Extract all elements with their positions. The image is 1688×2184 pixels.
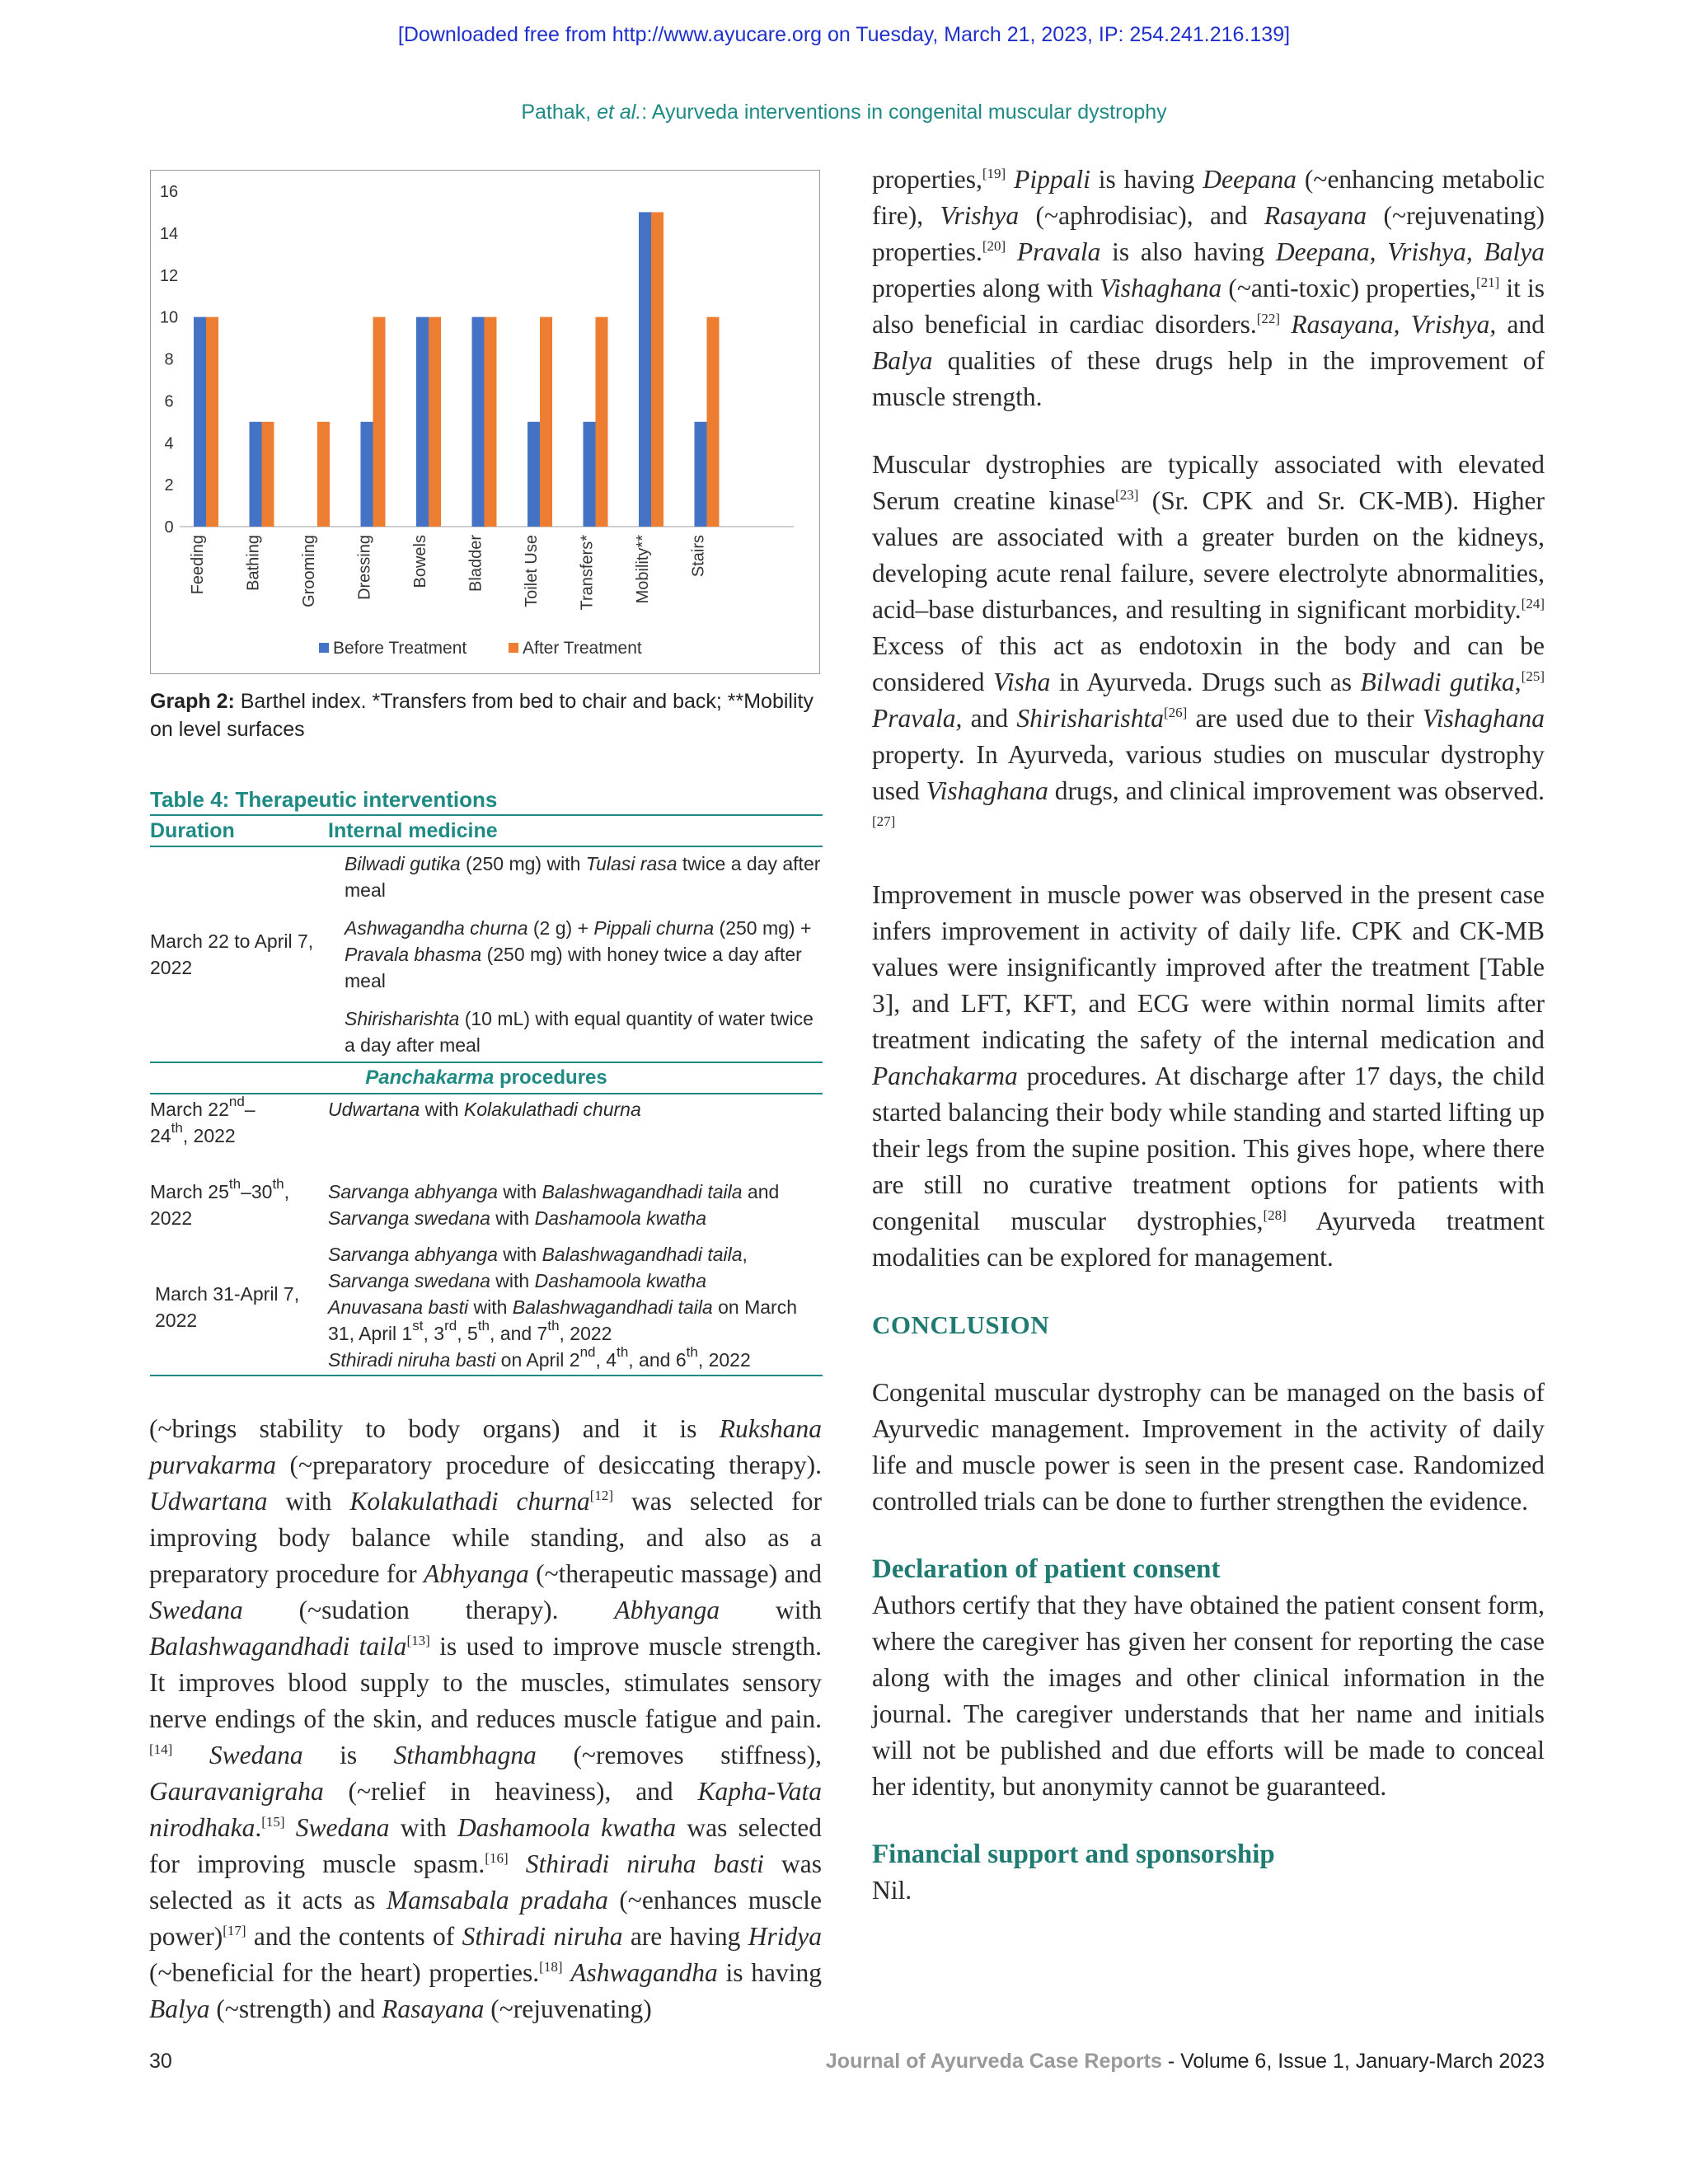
- y-tick-label: 12: [159, 266, 179, 285]
- running-header: Pathak, et al.: Ayurveda interventions in congenital muscular dystrophy: [521, 101, 1167, 124]
- bar: [250, 422, 262, 527]
- legend-entry: After Treatment: [523, 639, 642, 658]
- bar: [194, 317, 206, 527]
- y-tick-label: 16: [159, 183, 179, 201]
- medicine-item: Bilwadi gutika (250 mg) with Tulasi rasa twice a day after meal: [345, 853, 821, 901]
- y-tick-label: 0: [164, 518, 174, 537]
- bar: [429, 317, 441, 527]
- bar: [540, 317, 552, 527]
- header-internal-medicine: Internal medicine: [328, 819, 498, 842]
- bar: [695, 422, 707, 527]
- page-number: 30: [149, 2050, 172, 2073]
- bar: [262, 422, 274, 527]
- x-tick-label: Stairs: [689, 535, 708, 578]
- internal-medicine-list: [345, 847, 823, 1062]
- legend-entry: Before Treatment: [333, 639, 467, 658]
- barthel-chart-svg: [151, 171, 818, 673]
- right-column-text: [872, 162, 1545, 1909]
- header-duration: Duration: [150, 819, 235, 842]
- bar: [472, 317, 485, 527]
- x-tick-label: Transfers*: [578, 535, 597, 611]
- body-paragraph: Improvement in muscle power was observed in the present case infers improvement in activity of daily life. CPK and CK-MB values were insignificantly improved after the treatment [Table 3], and LFT, KFT, and ECG were within normal limits after treatment indicating the safety of the internal medication and Panchakarma procedures. At discharge after 17 days, the child started balancing their body while standing and started lifting up their legs from the supine position. This gives hope, where there are still no curative treatment options for patients with congenital muscular dystrophies,[28] Ayurveda treatment modalities can be explored for management.: [872, 880, 1545, 1272]
- legend-swatch: [319, 643, 329, 653]
- barthel-chart: [150, 170, 820, 674]
- conclusion-heading: CONCLUSION: [872, 1310, 1050, 1339]
- bar: [596, 317, 608, 527]
- left-column-text: [149, 1411, 822, 2027]
- procedure-duration: March 25th–30th, 2022: [150, 1176, 290, 1229]
- body-paragraph: Authors certify that they have obtained the patient consent form, where the caregiver has given her consent for reporting the case along with the images and other clinical information in the journal. The caregiver understands that her name and initials will not be published and due efforts will be made to conceal her identity, but anonymity cannot be guaranteed.: [872, 1591, 1545, 1801]
- table-therapeutic-interventions: [150, 785, 823, 1376]
- bar: [528, 422, 540, 527]
- download-notice: [Downloaded free from http://www.ayucare.org on Tuesday, March 21, 2023, IP: 254.241.216.139]: [397, 23, 1291, 46]
- x-tick-label: Bathing: [244, 535, 263, 591]
- procedure-text: Sarvanga abhyanga with Balashwagandhadi taila and Sarvanga swedana with Dashamoola kwatha: [328, 1181, 780, 1229]
- table-title: Table 4: Therapeutic interventions: [150, 787, 498, 812]
- procedure-text: Udwartana with Kolakulathadi churna: [328, 1099, 641, 1120]
- bar: [206, 317, 218, 527]
- bar: [361, 422, 373, 527]
- bar: [485, 317, 497, 527]
- x-tick-label: Bladder: [467, 535, 485, 592]
- procedure-duration: March 22nd–24th, 2022: [150, 1094, 256, 1146]
- bar: [584, 422, 596, 527]
- internal-duration: March 22 to April 7, 2022: [150, 930, 314, 978]
- body-paragraph: properties,[19] Pippali is having Deepana (~enhancing metabolic fire), Vrishya (~aphrodisiac), and Rasayana (~rejuvenating) properties.[20] Pravala is also having Deepana, Vrishya, Balya properties along with Vishaghana (~anti-toxic) properties,[21] it is also beneficial in cardiac disorders.[22] Rasayana, Vrishya, and Balya qualities of these drugs help in the improvement of muscle strength.: [872, 165, 1545, 411]
- body-paragraph: Congenital muscular dystrophy can be managed on the basis of Ayurvedic management. Improvement in the activity of daily life and muscle power is seen in the present case. Randomized controlled trials can be done to further strengthen the evidence.: [872, 1378, 1545, 1516]
- y-tick-label: 8: [164, 350, 174, 369]
- procedure-text: Sarvanga abhyanga with Balashwagandhadi taila, Sarvanga swedana with Dashamoola kwatha Anuvasana basti with Balashwagandhadi taila on March 31, April 1st, 3rd, 5th, and 7th, 2022 Sthiradi niruha basti on April 2nd, 4th, and 6th, 2022: [328, 1244, 797, 1371]
- graph-caption: Graph 2: Barthel index. *Transfers from bed to chair and back; **Mobility on level surfaces: [150, 690, 814, 741]
- x-tick-label: Toilet Use: [523, 535, 541, 607]
- funding-heading: Financial support and sponsorship: [872, 1840, 1275, 1869]
- bar: [416, 317, 429, 527]
- x-tick-label: Mobility**: [634, 535, 652, 604]
- bar: [651, 212, 663, 527]
- x-tick-label: Feeding: [189, 535, 207, 595]
- x-tick-label: Grooming: [300, 535, 318, 607]
- procedure-row: [150, 1236, 823, 1375]
- procedure-row: [150, 1176, 823, 1236]
- x-tick-label: Bowels: [411, 535, 429, 588]
- table-row-internal: [150, 847, 823, 1062]
- procedure-duration: March 31-April 7, 2022: [155, 1283, 300, 1331]
- y-tick-label: 2: [164, 476, 174, 495]
- y-tick-label: 6: [164, 392, 174, 411]
- consent-heading: Declaration of patient consent: [872, 1554, 1221, 1584]
- bar: [317, 422, 330, 527]
- y-tick-label: 4: [164, 434, 174, 453]
- journal-footer: Journal of Ayurveda Case Reports - Volume 6, Issue 1, January-March 2023: [825, 2050, 1545, 2073]
- legend-swatch: [509, 643, 518, 653]
- procedure-row: [150, 1094, 823, 1179]
- bar: [373, 317, 386, 527]
- bar: [707, 317, 720, 527]
- body-paragraph: Nil.: [872, 1876, 912, 1905]
- y-tick-label: 14: [159, 224, 179, 243]
- body-paragraph: (~brings stability to body organs) and it is Rukshana purvakarma (~preparatory procedure of desiccating therapy). Udwartana with Kolakulathadi churna[12] was selected for improving body balance while standing, and also as a preparatory procedure for Abhyanga (~therapeutic massage) and Swedana (~sudation therapy). Abhyanga with Balashwagandhadi taila[13] is used to improve muscle strength. It improves blood supply to the muscles, stimulates sensory nerve endings of the skin, and reduces muscle fatigue and pain.[14] Swedana is Sthambhagna (~removes stiffness), Gauravanigraha (~relief in heaviness), and Kapha-Vata nirodhaka.[15] Swedana with Dashamoola kwatha was selected for improving muscle spasm.[16] Sthiradi niruha basti was selected as it acts as Mamsabala pradaha (~enhances muscle power)[17] and the contents of Sthiradi niruha are having Hridya (~beneficial for the heart) properties.[18] Ashwagandha is having Balya (~strength) and Rasayana (~rejuvenating): [149, 1414, 823, 2023]
- y-tick-label: 10: [159, 308, 179, 327]
- medicine-item: Ashwagandha churna (2 g) + Pippali churna (250 mg) + Pravala bhasma (250 mg) with honey twice a day after meal: [345, 917, 812, 991]
- x-tick-label: Dressing: [355, 535, 374, 600]
- table-header-row: [150, 816, 823, 846]
- body-paragraph: Muscular dystrophies are typically associated with elevated Serum creatine kinase[23] (Sr. CPK and Sr. CK-MB). Higher values are associated with a greater burden on the kidneys, developing acute renal failure, severe electrolyte abnormalities, acid–base disturbances, and resulting in significant morbidity.[24] Excess of this act as endotoxin in the body and can be considered Visha in Ayurveda. Drugs such as Bilwadi gutika,[25] Pravala, and Shirisharishta[26] are used due to their Vishaghana property. In Ayurveda, various studies on muscular dystrophy used Vishaghana drugs, and clinical improvement was observed.[27]: [872, 450, 1545, 830]
- bar: [639, 212, 651, 527]
- medicine-item: Shirisharishta (10 mL) with equal quantity of water twice a day after meal: [345, 1008, 814, 1056]
- procedures-header: Panchakarma procedures: [365, 1066, 607, 1089]
